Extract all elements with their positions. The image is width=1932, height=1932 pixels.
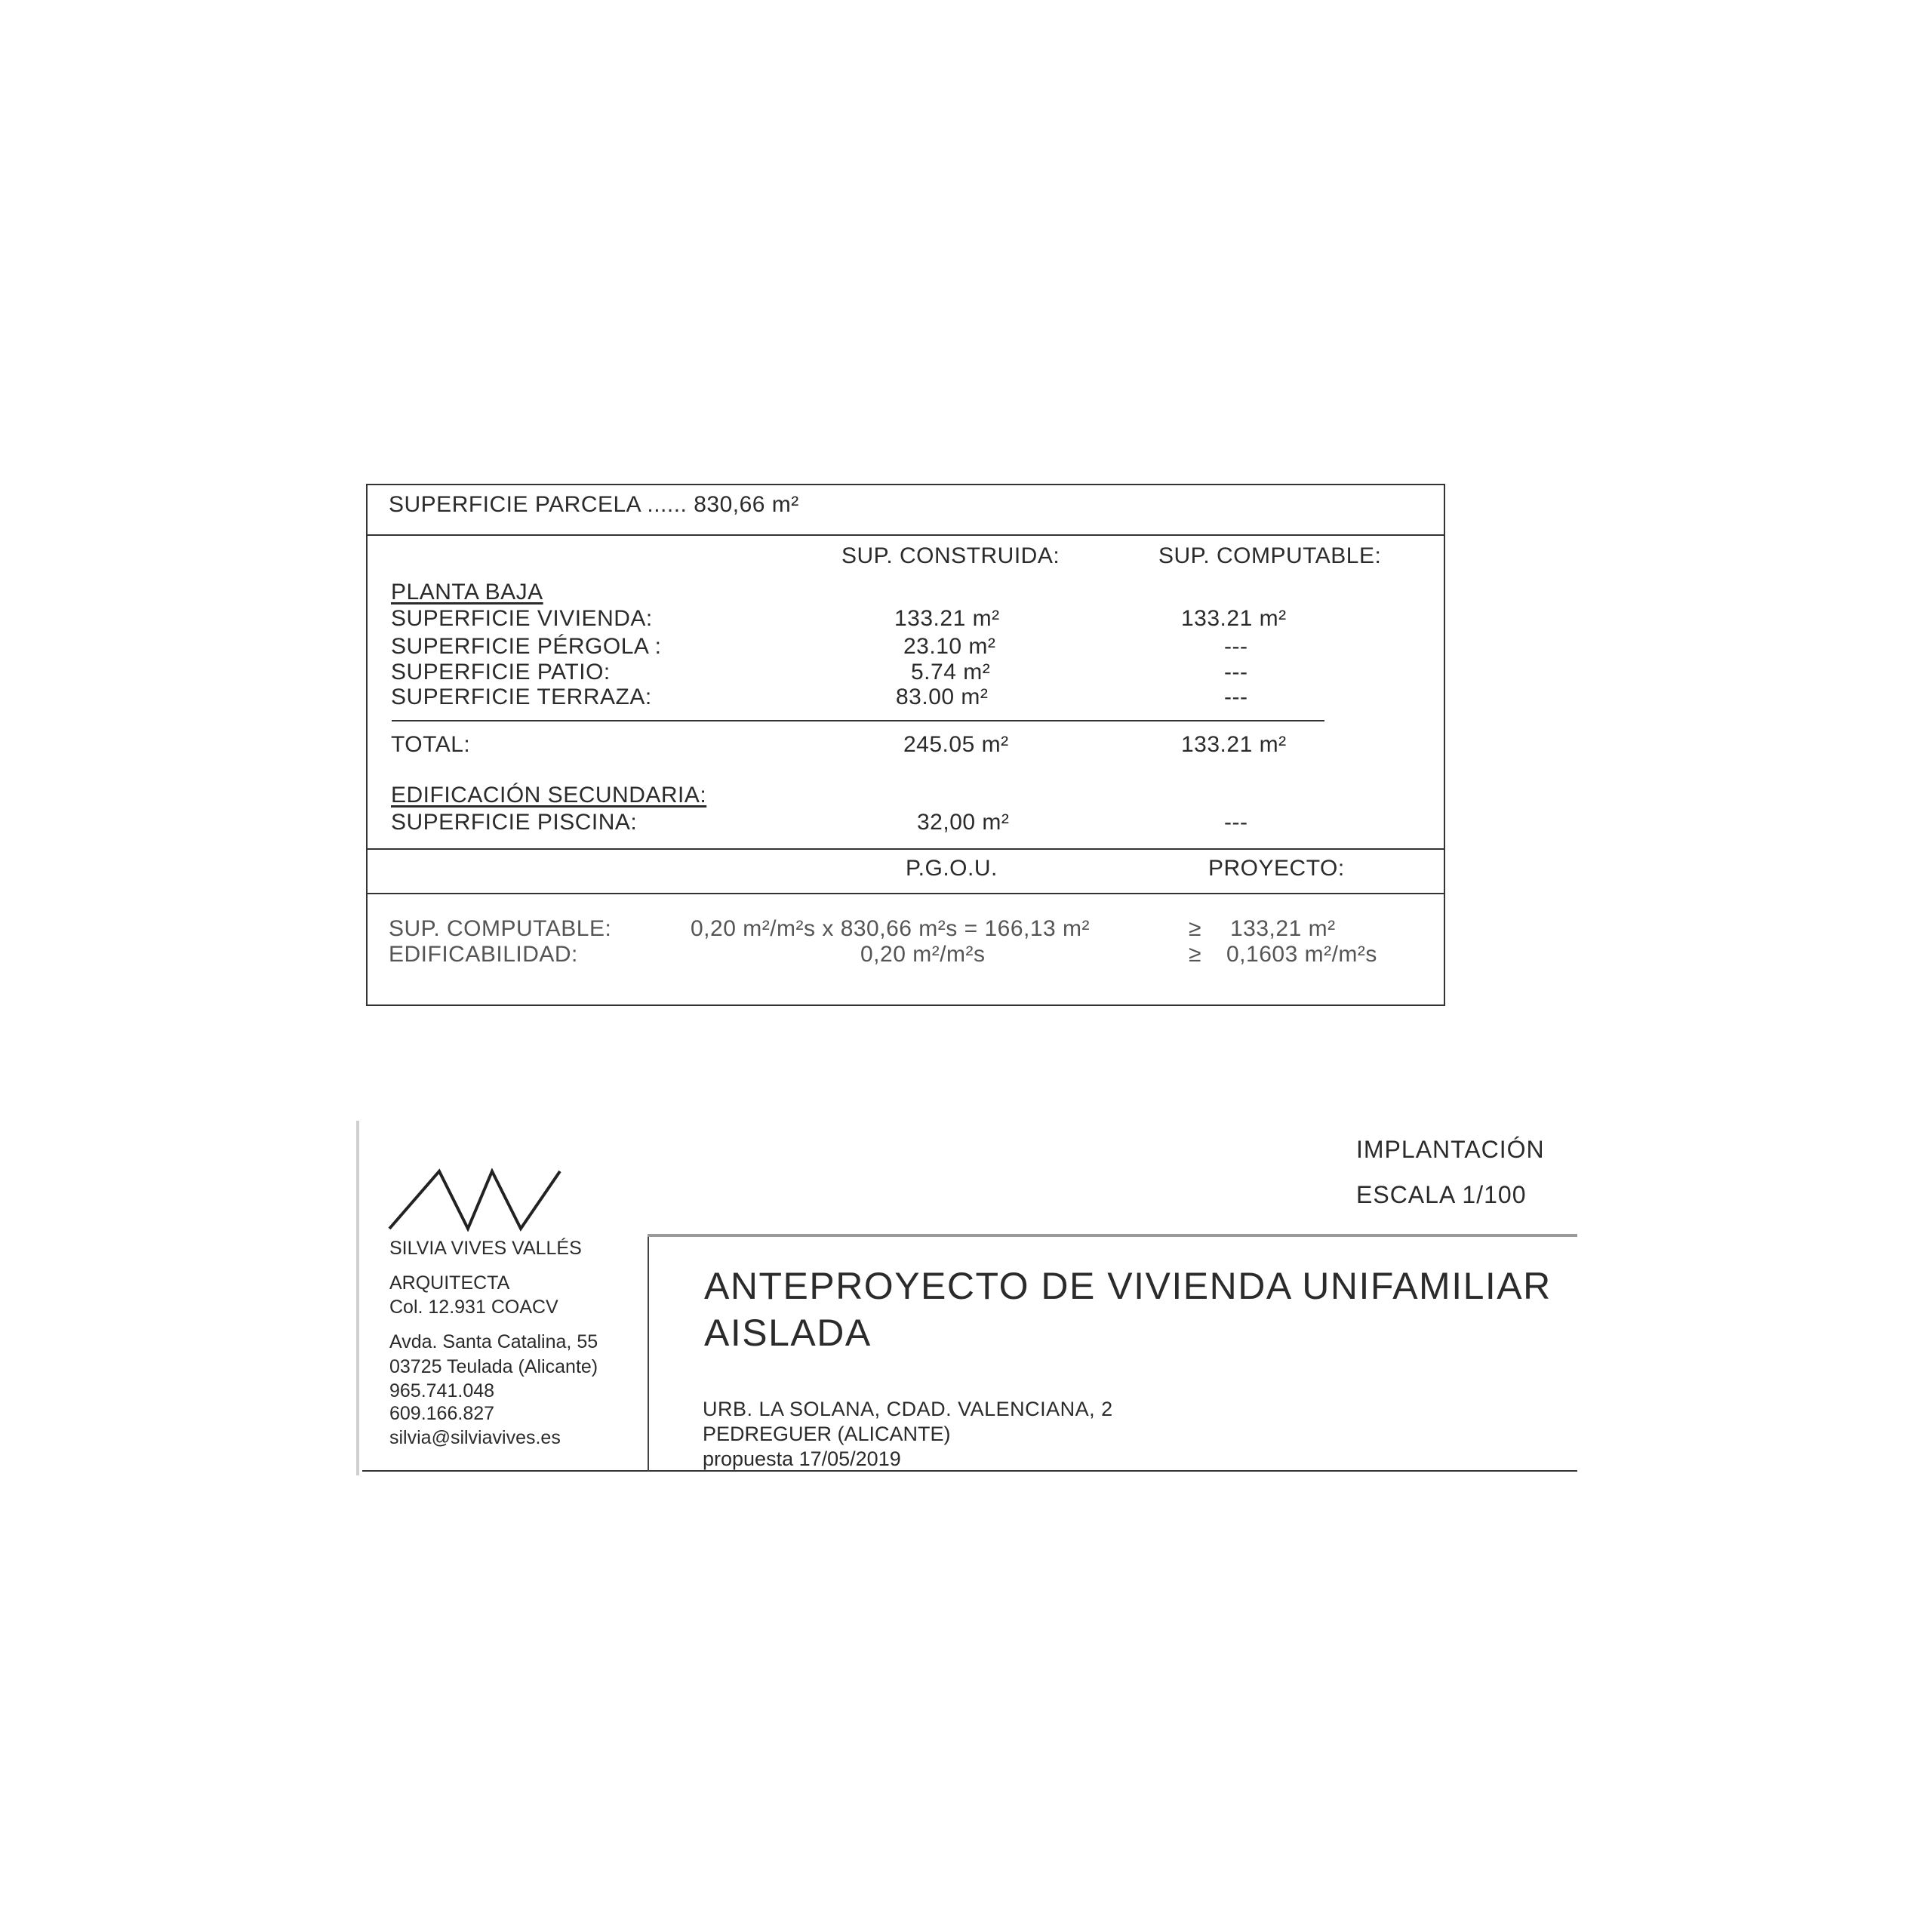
- row-built: 83.00 m²: [896, 685, 989, 709]
- table-divider: [368, 893, 1444, 894]
- row-label: SUPERFICIE PÉRGOLA :: [391, 634, 662, 659]
- secondary-heading: EDIFICACIÓN SECUNDARIA:: [391, 783, 707, 808]
- table-divider: [368, 848, 1444, 850]
- compare-label: EDIFICABILIDAD:: [389, 942, 578, 967]
- architect-phone-1: 965.741.048: [389, 1380, 495, 1401]
- row-computable: ---: [1224, 634, 1248, 659]
- compare-sign: ≥: [1189, 942, 1201, 967]
- parcel-surface-line: SUPERFICIE PARCELA ...... 830,66 m²: [389, 492, 799, 517]
- pool-built: 32,00 m²: [917, 810, 1010, 835]
- total-rule: [392, 720, 1324, 721]
- architect-email: silvia@silviavives.es: [389, 1427, 561, 1448]
- architect-phone-2: 609.166.827: [389, 1403, 495, 1424]
- total-label: TOTAL:: [391, 732, 471, 757]
- proposal-date: propuesta 17/05/2019: [703, 1447, 901, 1470]
- row-computable: ---: [1224, 685, 1248, 709]
- title-block-divider: [648, 1234, 649, 1472]
- col-header-computable: SUP. COMPUTABLE:: [1158, 543, 1382, 568]
- row-label: SUPERFICIE PATIO:: [391, 660, 611, 685]
- row-built: 5.74 m²: [911, 660, 991, 685]
- drawing-scale: ESCALA 1/100: [1356, 1181, 1527, 1208]
- architect-college: Col. 12.931 COACV: [389, 1297, 558, 1318]
- title-block-top-rule: [648, 1234, 1577, 1237]
- compare-sign: ≥: [1189, 916, 1201, 941]
- ground-floor-heading: PLANTA BAJA: [391, 580, 543, 605]
- architect-address-2: 03725 Teulada (Alicante): [389, 1356, 598, 1377]
- project-header: PROYECTO:: [1208, 856, 1345, 881]
- row-label: SUPERFICIE TERRAZA:: [391, 685, 652, 709]
- title-block-left-rule: [356, 1121, 359, 1475]
- compare-project: 133,21 m²: [1230, 916, 1336, 941]
- title-block-bottom-rule: [362, 1470, 1577, 1472]
- total-computable: 133.21 m²: [1181, 732, 1287, 757]
- row-built: 133.21 m²: [894, 606, 1000, 631]
- project-location-1: URB. LA SOLANA, CDAD. VALENCIANA, 2: [703, 1398, 1113, 1420]
- architect-logo: [386, 1168, 565, 1232]
- compare-label: SUP. COMPUTABLE:: [389, 916, 612, 941]
- row-computable: 133.21 m²: [1181, 606, 1287, 631]
- pool-computable: ---: [1224, 810, 1248, 835]
- pgou-header: P.G.O.U.: [906, 856, 998, 881]
- drawing-name: IMPLANTACIÓN: [1356, 1136, 1545, 1163]
- pool-label: SUPERFICIE PISCINA:: [391, 810, 638, 835]
- row-label: SUPERFICIE VIVIENDA:: [391, 606, 653, 631]
- row-built: 23.10 m²: [903, 634, 996, 659]
- row-computable: ---: [1224, 660, 1248, 685]
- col-header-built: SUP. CONSTRUIDA:: [841, 543, 1060, 568]
- architect-address-1: Avda. Santa Catalina, 55: [389, 1331, 598, 1352]
- compare-pgou: 0,20 m²/m²s x 830,66 m²s = 166,13 m²: [691, 916, 1091, 941]
- table-divider: [368, 534, 1444, 536]
- project-title-line-2: AISLADA: [704, 1312, 872, 1354]
- project-title-line-1: ANTEPROYECTO DE VIVIENDA UNIFAMILIAR: [704, 1265, 1552, 1307]
- project-location-2: PEDREGUER (ALICANTE): [703, 1423, 951, 1445]
- architect-name: SILVIA VIVES VALLÉS: [389, 1238, 582, 1259]
- compare-pgou: 0,20 m²/m²s: [860, 942, 986, 967]
- compare-project: 0,1603 m²/m²s: [1226, 942, 1377, 967]
- total-built: 245.05 m²: [903, 732, 1009, 757]
- architect-role: ARQUITECTA: [389, 1272, 510, 1294]
